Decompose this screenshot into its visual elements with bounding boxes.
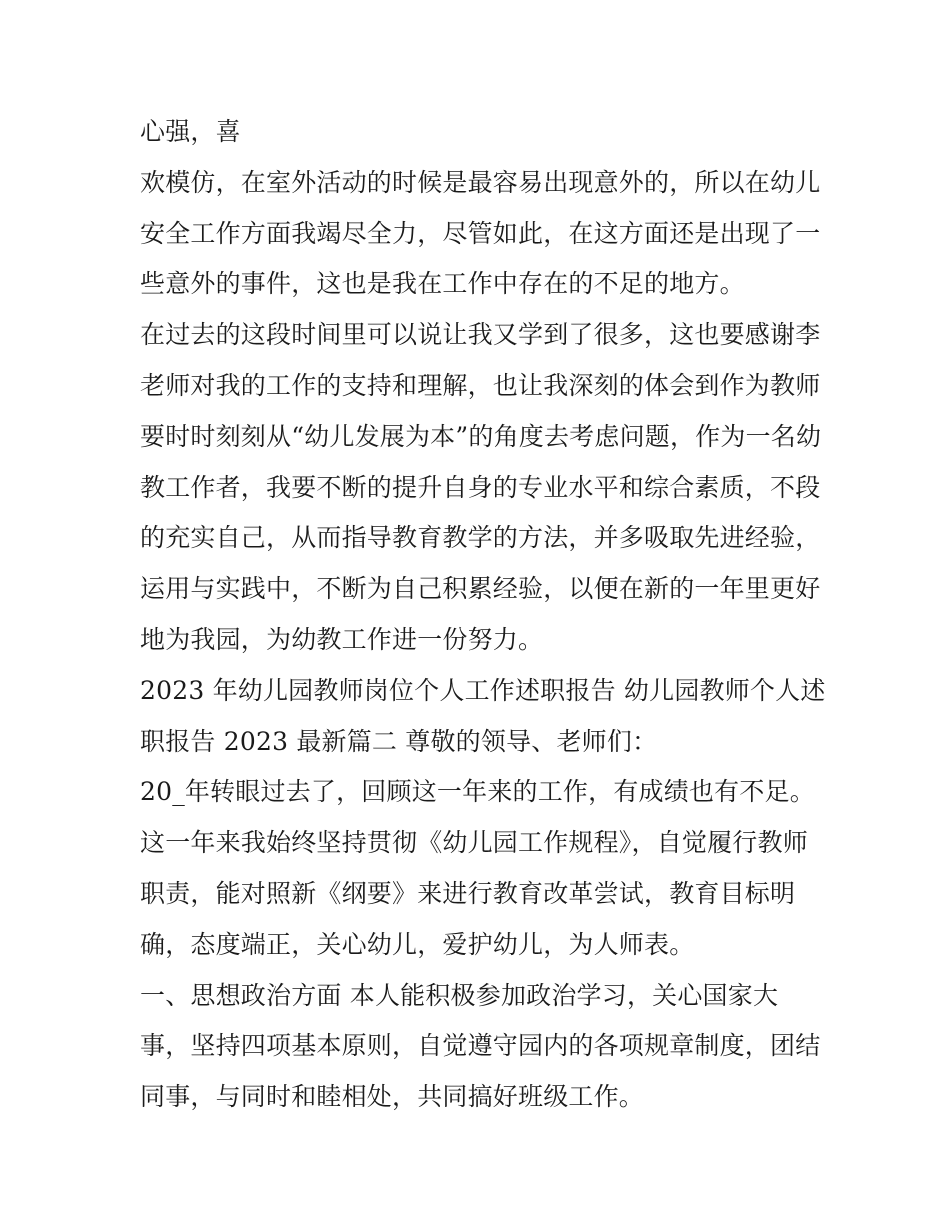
text-line: 同事，与同时和睦相处，共同搞好班级工作。: [140, 1082, 645, 1112]
text-line: 的充实自己，从而指导教育教学的方法，并多吸取先进经验，: [140, 523, 821, 553]
text-line: 老师对我的工作的支持和理解，也让我深刻的体会到作为教师: [140, 370, 821, 400]
text-line: 事，坚持四项基本原则，自觉遵守园内的各项规章制度，团结: [140, 1031, 821, 1061]
text-line: 一、思想政治方面 本人能积极参加政治学习，关心国家大: [140, 980, 779, 1010]
text-line: 欢模仿，在室外活动的时候是最容易出现意外的，所以在幼儿: [140, 167, 821, 197]
text-line: 些意外的事件，这也是我在工作中存在的不足的地方。: [140, 269, 745, 299]
text-line: 运用与实践中，不断为自己积累经验，以便在新的一年里更好: [140, 574, 821, 604]
text-line: 地为我园，为幼教工作进一份努力。: [140, 624, 544, 654]
text-line: 教工作者，我要不断的提升自身的专业水平和综合素质，不段: [140, 472, 821, 502]
text-line: 确，态度端正，关心幼儿，爱护幼儿，为人师表。: [140, 929, 695, 959]
text-line: 安全工作方面我竭尽全力，尽管如此，在这方面还是出现了一: [140, 218, 821, 248]
text-line: 职责，能对照新《纲要》来进行教育改革尝试，教育目标明: [140, 878, 796, 908]
text-line: 2023 年幼儿园教师岗位个人工作述职报告 幼儿园教师个人述: [140, 675, 826, 705]
document-body: [140, 107, 830, 1123]
text-line: 在过去的这段时间里可以说让我又学到了很多，这也要感谢李: [140, 320, 821, 350]
text-line: 职报告 2023 最新篇二 尊敬的领导、老师们：: [140, 726, 658, 756]
text-line: 20_年转眼过去了，回顾这一年来的工作，有成绩也有不足。: [140, 777, 815, 807]
text-line: 这一年来我始终坚持贯彻《幼儿园工作规程》，自觉履行教师: [140, 828, 808, 858]
text-line: 心强，喜: [140, 117, 241, 146]
text-line: 要时时刻刻从“幼儿发展为本”的角度去考虑问题，作为一名幼: [140, 421, 822, 451]
